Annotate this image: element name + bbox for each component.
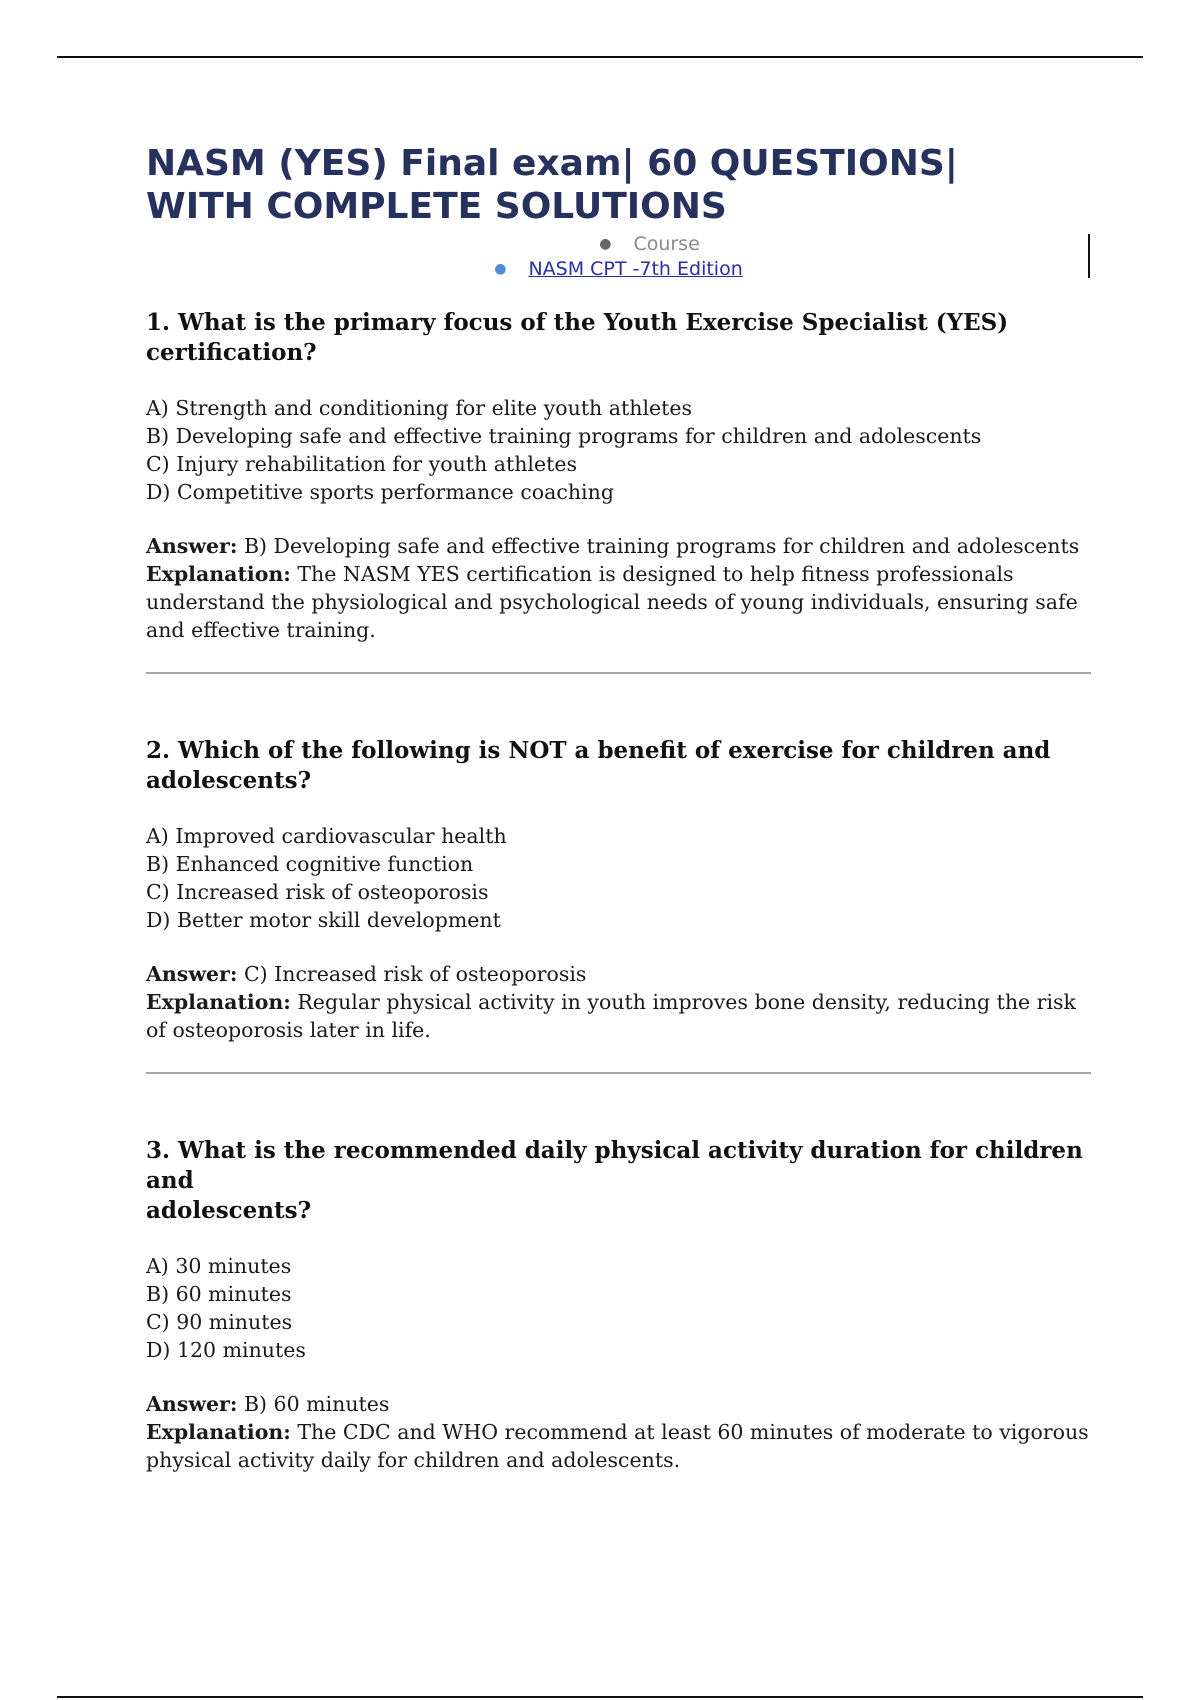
bullet-icon: ● [494,261,507,277]
answer-block [146,532,1091,644]
question-heading-line-2: certification? [146,339,317,366]
option-c: C) Increased risk of osteoporosis [146,880,489,904]
option-a: A) 30 minutes [146,1254,292,1278]
question-2 [146,736,1091,1074]
course-label-item [146,232,1091,257]
explanation-label: Explanation: [146,990,291,1014]
option-c: C) 90 minutes [146,1310,293,1334]
answer-text: C) Increased risk of osteoporosis [243,962,587,986]
page-top-rule [57,56,1143,58]
option-a: A) Strength and conditioning for elite youth athletes [146,396,693,420]
explanation-line [146,988,1091,1044]
course-list [146,232,1091,282]
explanation-line [146,1418,1091,1474]
course-meta [146,232,1091,282]
title-line-2: WITH COMPLETE SOLUTIONS [146,186,727,227]
document-title [146,142,1091,228]
question-heading [146,1136,1091,1226]
explanation-label: Explanation: [146,1420,291,1444]
question-heading [146,308,1091,368]
option-b: B) Enhanced cognitive function [146,852,474,876]
course-link[interactable]: NASM CPT -7th Edition [528,258,743,280]
answer-line [146,532,1091,560]
answer-block [146,960,1091,1044]
option-d: D) 120 minutes [146,1338,306,1362]
question-heading-line-1: 1. What is the primary focus of the Youth Exercise Specialist (YES) [146,309,1009,336]
question-heading [146,736,1091,796]
option-b: B) Developing safe and effective training programs for children and adolescents [146,424,982,448]
answer-label: Answer: [146,534,238,558]
option-d: D) Better motor skill development [146,908,501,932]
question-divider [146,1072,1091,1074]
question-heading-line-1: 2. Which of the following is NOT a benefit of exercise for children and [146,737,1051,764]
question-1 [146,308,1091,674]
document-body [146,142,1091,1474]
answer-label: Answer: [146,962,238,986]
course-label: Course [633,233,700,255]
page-bottom-rule [57,1696,1143,1698]
option-b: B) 60 minutes [146,1282,292,1306]
bullet-icon: ● [599,236,612,252]
explanation-text: The NASM YES certification is designed to help fitness professionals understand the physiological and psychological needs of young individuals, ensuring safe and effective training. [146,562,1078,642]
option-a: A) Improved cardiovascular health [146,824,507,848]
answer-text: B) Developing safe and effective training programs for children and adolescents [243,534,1080,558]
course-link-item [146,257,1091,282]
question-heading-line-2: adolescents? [146,1197,312,1224]
answer-block [146,1390,1091,1474]
explanation-line [146,560,1091,644]
explanation-text: Regular physical activity in youth improves bone density, reducing the risk of osteoporosis later in life. [146,990,1076,1042]
option-list [146,394,1091,506]
question-heading-line-1: 3. What is the recommended daily physical activity duration for children and [146,1137,1083,1194]
answer-label: Answer: [146,1392,238,1416]
title-line-1: NASM (YES) Final exam| 60 QUESTIONS| [146,143,958,184]
question-divider [146,672,1091,674]
option-list [146,1252,1091,1364]
option-list [146,822,1091,934]
option-d: D) Competitive sports performance coaching [146,480,614,504]
answer-text: B) 60 minutes [243,1392,390,1416]
answer-line [146,960,1091,988]
explanation-text: The CDC and WHO recommend at least 60 minutes of moderate to vigorous physical activity daily for children and adolescents. [146,1420,1089,1472]
question-3 [146,1136,1091,1474]
question-heading-line-2: adolescents? [146,767,312,794]
text-cursor [1088,234,1090,278]
explanation-label: Explanation: [146,562,291,586]
option-c: C) Injury rehabilitation for youth athletes [146,452,577,476]
answer-line [146,1390,1091,1418]
